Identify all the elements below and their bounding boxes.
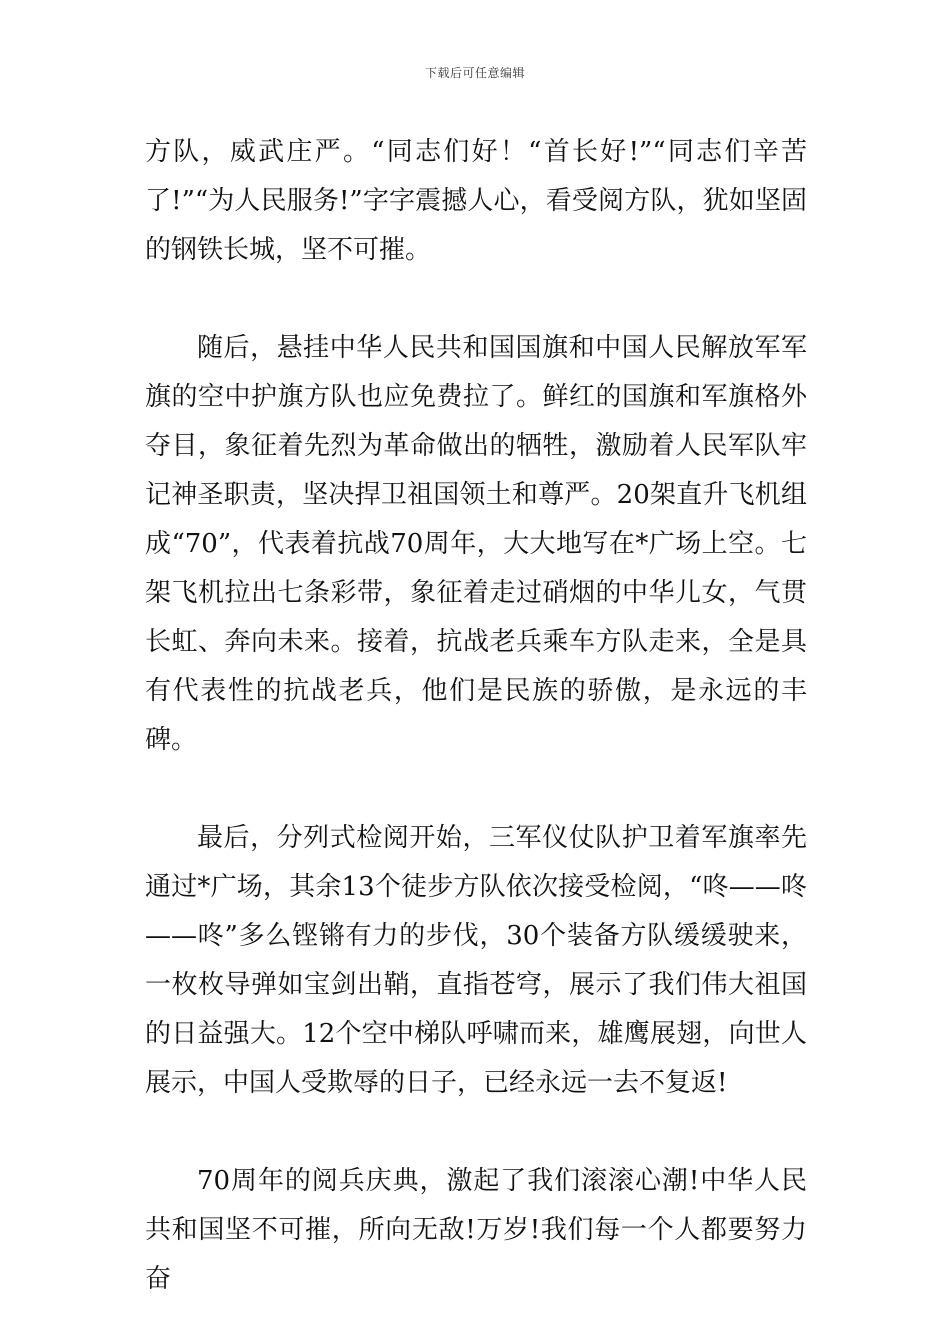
page-header-note: 下载后可任意编辑 <box>424 66 525 80</box>
paragraph-1: 方队，威武庄严。“同志们好！“首长好!”“同志们辛苦了!”“为人民服务!”字字震撼人心，看受阅方队，犹如坚固的钢铁长城，坚不可摧。 <box>145 137 807 265</box>
paragraph-4: 70周年的阅兵庆典，激起了我们滚滚心潮!中华人民共和国坚不可摧，所向无敌!万岁!我们每一个人都要努力奋 <box>145 1166 807 1294</box>
paragraph-3: 最后，分列式检阅开始，三军仪仗队护卫着军旗率先通过*广场，其余13个徒步方队依次接受检阅，“咚——咚——咚”多么铿锵有力的步伐，30个装备方队缓缓驶来，一枚枚导弹如宝剑出鞘，直指苍穹，展示了我们伟大祖国的日益强大。12个空中梯队呼啸而来，雄鹰展翅，向世人展示，中国人受欺辱的日子，已经永远一去不复返! <box>145 823 807 1098</box>
paragraph-2: 随后，悬挂中华人民共和国国旗和中国人民解放军军旗的空中护旗方队也应免费拉了。鲜红的国旗和军旗格外夺目，象征着先烈为革命做出的牺牲，激励着人民军队牢记神圣职责，坚决捍卫祖国领土和尊严。20架直升飞机组成“70”，代表着抗战70周年，大大地写在*广场上空。七架飞机拉出七条彩带，象征着走过硝烟的中华儿女，气贯长虹、奔向未来。接着，抗战老兵乘车方队走来，全是具有代表性的抗战老兵，他们是民族的骄傲，是永远的丰碑。 <box>145 333 807 755</box>
document-body <box>145 128 807 1304</box>
paragraph-spacer <box>145 1108 807 1157</box>
paragraph-spacer <box>145 275 807 324</box>
paragraph-spacer <box>145 765 807 814</box>
